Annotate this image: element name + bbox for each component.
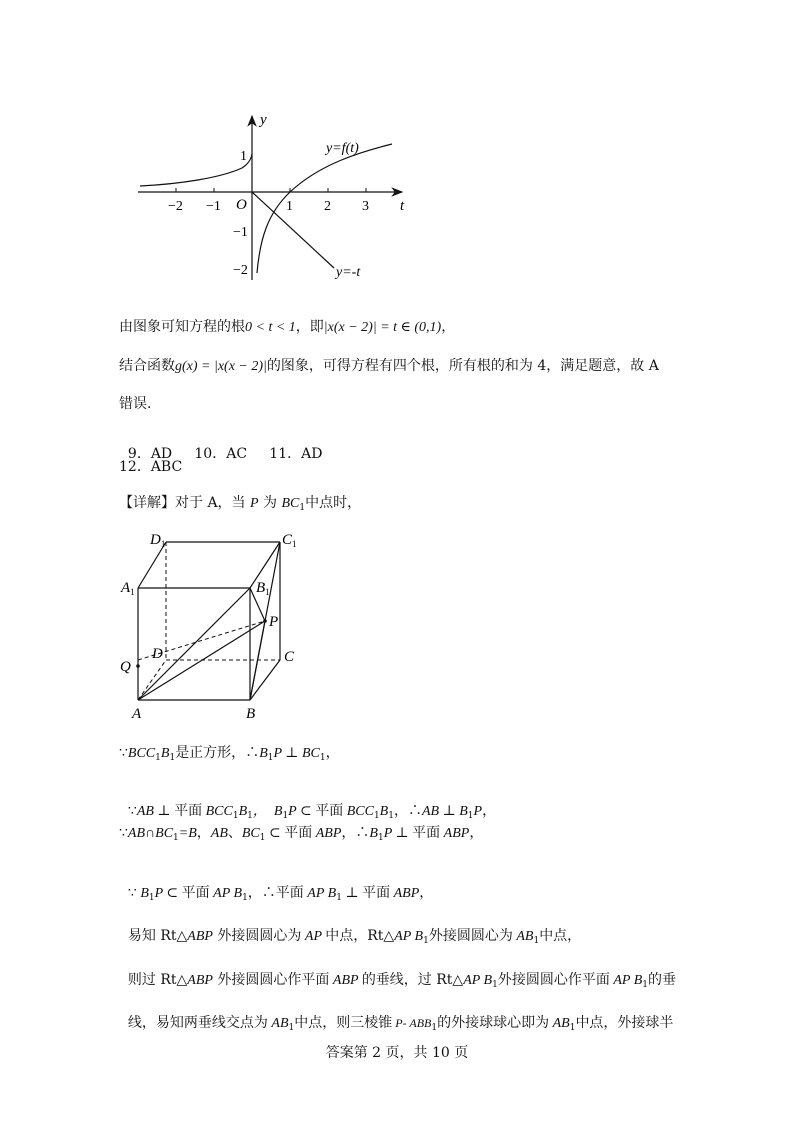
label-B1: $B_1$ [256, 580, 270, 597]
line-y-neg-t [252, 192, 334, 268]
tick-label: 3 [362, 199, 369, 214]
cube-figure [118, 528, 318, 723]
text-line-3: 错误. [119, 396, 152, 412]
tick-label: −1 [233, 225, 248, 240]
label-D1: $D_1$ [150, 532, 166, 549]
line-label: y=-t [336, 265, 361, 280]
proof-line-4: ∵ $B_1P$ ⊂ 平面 AP $B_1$，∴平面 AP $B_1$ ⊥ 平面 ABP， [127, 885, 434, 903]
tick-label: 1 [286, 199, 293, 214]
answers-row-2: 12．ABC [119, 459, 183, 475]
tick-label: −2 [168, 199, 183, 214]
label-A: A [132, 706, 142, 722]
y-axis-label: y [260, 112, 267, 128]
function-graph [130, 108, 420, 288]
label-Q: Q [120, 659, 131, 675]
t-axis-label: t [400, 198, 405, 214]
tick-label: 1 [240, 149, 247, 164]
label-A1: $A_1$ [121, 580, 135, 597]
proof-line-3: $\because AB\cap BC_1=B$，AB、$BC_1$ ⊂ 平面 ABP，$\therefore B_1P$ ⊥ 平面 ABP， [119, 825, 484, 843]
text-line-1: 由图象可知方程的根0 < t < 1，即|x(x − 2)| = t ∈ (0,1)， [119, 319, 456, 335]
proof-line-2: ∵AB ⊥ 平面 $BCC_1B_1$， $B_1P$ ⊂ 平面 $BCC_1B_1$，∴AB ⊥ $B_1P$， [127, 803, 497, 821]
curve-left [140, 154, 252, 186]
curve-label: y=f(t) [326, 141, 359, 156]
label-P: P [269, 614, 279, 630]
tick-label: 2 [324, 199, 331, 214]
proof-line-6: 则过 Rt△ABP 外接圆圆心作平面 ABP 的垂线，过 Rt△AP $B_1$外接圆圆心作平面 AP $B_1$的垂 [127, 972, 676, 990]
label-C1: $C_1$ [282, 532, 297, 549]
tick-label: −1 [206, 199, 221, 214]
label-D: D [152, 646, 163, 662]
page-footer: 答案第 2 页，共 10 页 [325, 1045, 469, 1061]
tick-label: −2 [233, 263, 248, 278]
label-B: B [246, 706, 256, 722]
label-C: C [284, 649, 295, 665]
detail-line: 【详解】对于 A，当 P 为 $BC_1$中点时， [119, 495, 362, 513]
proof-line-5: 易知 Rt△ABP 外接圆圆心为 AP 中点，Rt△AP $B_1$外接圆圆心为 $AB_1$中点， [127, 928, 582, 946]
answers-row-1: 9．AD 10．AC 11．AD [127, 446, 323, 462]
proof-line-7: 线，易知两垂线交点为 $AB_1$中点，则三棱锥 P- $ABB_1$的外接球球心即为 $AB_1$中点，外接球半 [127, 1015, 674, 1033]
origin-label: O [236, 197, 247, 213]
proof-line-1: $\because BCC_1B_1$是正方形，$\therefore B_1P$ ⊥ $BC_1$， [119, 745, 340, 763]
text-line-2: 结合函数g(x) = |x(x − 2)|的图象，可得方程有四个根，所有根的和为 4，满足题意，故 A [119, 358, 659, 374]
